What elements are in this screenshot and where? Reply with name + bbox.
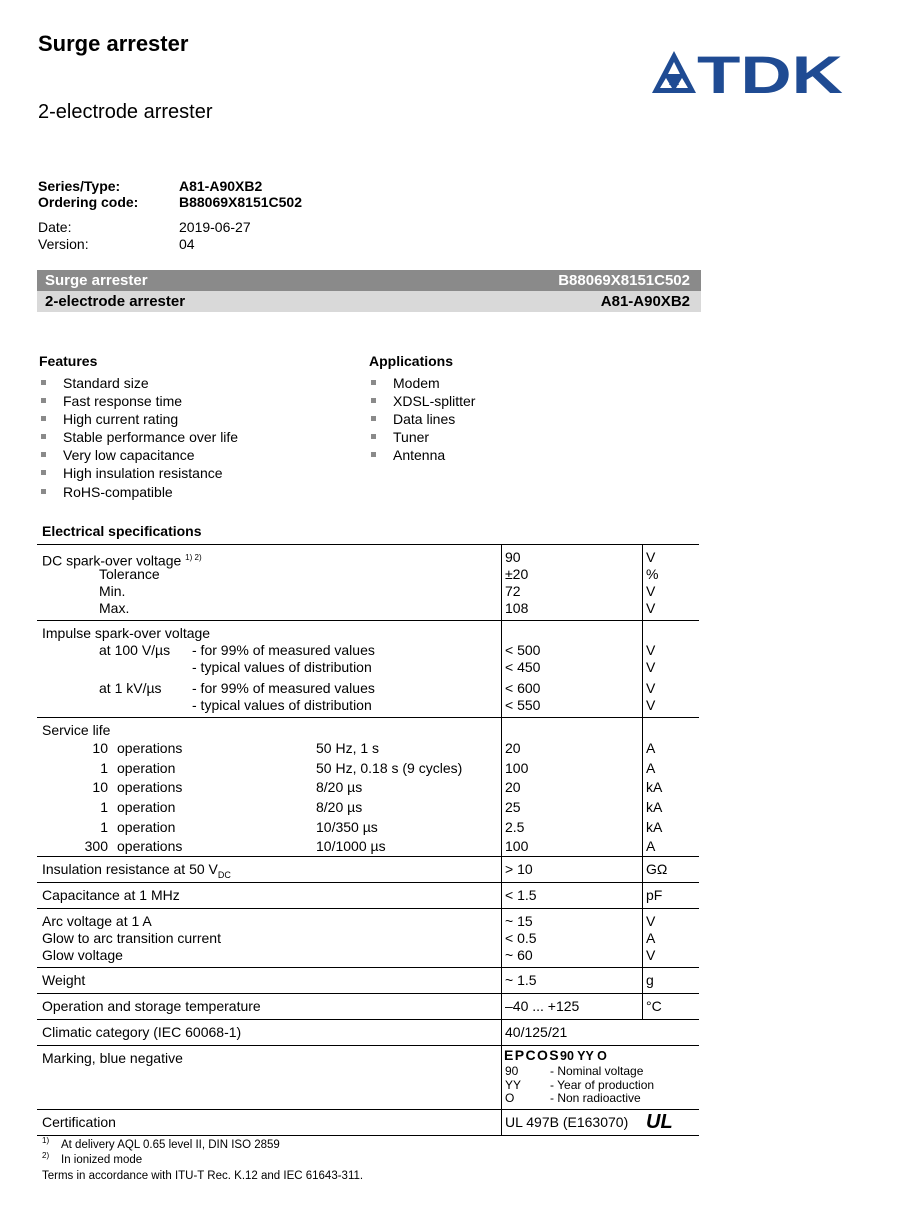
spec-unit: V [646, 549, 656, 565]
spec-unit: pF [646, 887, 663, 903]
table-rule [37, 967, 699, 968]
table-rule [37, 1109, 699, 1110]
page-subtitle: 2-electrode arrester [38, 101, 213, 123]
spec-unit: g [646, 972, 654, 988]
spec-label: Service life [42, 722, 111, 738]
spec-value: < 450 [505, 659, 541, 675]
spec-unit: V [646, 680, 656, 696]
service-condition: 10/350 µs [316, 819, 378, 835]
product-bar [37, 270, 701, 291]
spec-unit: kA [646, 819, 663, 835]
service-operation: operations [117, 779, 183, 795]
service-count: 1 [100, 760, 108, 776]
spec-unit: V [646, 697, 656, 713]
service-operation: operation [117, 819, 176, 835]
service-condition: 8/20 µs [316, 799, 363, 815]
spec-value: ~ 60 [505, 947, 533, 963]
marking-brand: EPCOS90 YY O [504, 1047, 607, 1063]
spec-label: Min. [99, 583, 126, 599]
service-operation: operation [117, 799, 176, 815]
list-item: Standard size [38, 374, 238, 392]
spec-description: - typical values of distribution [192, 697, 372, 713]
spec-unit: A [646, 740, 656, 756]
table-rule [37, 908, 699, 909]
specs-heading: Electrical specifications [42, 523, 202, 539]
spec-unit: A [646, 930, 656, 946]
list-item: Very low capacitance [38, 446, 238, 464]
service-operation: operations [117, 740, 183, 756]
spec-unit: kA [646, 779, 663, 795]
spec-value: ~ 1.5 [505, 972, 537, 988]
service-condition: 10/1000 µs [316, 838, 386, 854]
spec-label: Climatic category (IEC 60068-1) [42, 1024, 242, 1040]
spec-condition: at 100 V/µs [99, 642, 171, 658]
list-item: Stable performance over life [38, 428, 238, 446]
spec-unit: A [646, 760, 656, 776]
date-value: 2019-06-27 [179, 219, 251, 235]
spec-value: 72 [505, 583, 521, 599]
spec-value: 40/125/21 [505, 1024, 568, 1040]
footnote-ref: 1) 2) [185, 553, 202, 562]
spec-label: Glow voltage [42, 947, 123, 963]
service-condition: 8/20 µs [316, 779, 363, 795]
spec-unit: V [646, 600, 656, 616]
spec-label: DC spark-over voltage $^{1) 2)}$ [42, 552, 202, 569]
table-rule [642, 544, 643, 1019]
marking-desc: - Year of production [550, 1078, 655, 1092]
features-list [38, 374, 238, 501]
tdk-logo [651, 50, 845, 96]
service-count: 1 [100, 819, 108, 835]
list-item: Data lines [368, 410, 475, 428]
spec-label: Certification [42, 1114, 116, 1130]
features-heading: Features [39, 353, 98, 369]
spec-unit: GΩ [646, 861, 668, 877]
table-rule [37, 620, 699, 621]
type-bar [37, 291, 701, 312]
tdk-symbol-icon [652, 51, 696, 93]
applications-list [368, 374, 475, 464]
marking-key: O [505, 1091, 515, 1105]
spec-condition: at 1 kV/µs [99, 680, 162, 696]
service-count: 10 [92, 779, 108, 795]
list-item: Tuner [368, 428, 475, 446]
spec-unit: V [646, 583, 656, 599]
spec-value: < 0.5 [505, 930, 537, 946]
spec-label: Insulation resistance at 50 $V_{DC}$ [42, 861, 231, 880]
spec-value: ~ 15 [505, 913, 533, 929]
footnote-2: In ionized mode [61, 1154, 143, 1166]
spec-unit: % [646, 566, 659, 582]
table-rule [37, 544, 699, 545]
list-item: Antenna [368, 446, 475, 464]
spec-description: - for 99% of measured values [192, 642, 375, 658]
spec-value: 108 [505, 600, 529, 616]
table-rule [37, 1045, 699, 1046]
spec-value: < 550 [505, 697, 541, 713]
service-condition: 50 Hz, 0.18 s (9 cycles) [316, 760, 463, 776]
service-operation: operations [117, 838, 183, 854]
spec-value: 20 [505, 779, 521, 795]
spec-unit: V [646, 659, 656, 675]
list-item: Modem [368, 374, 475, 392]
spec-label: Impulse spark-over voltage [42, 625, 211, 641]
spec-value: 2.5 [505, 819, 525, 835]
spec-value: UL 497B (E163070) [505, 1114, 629, 1130]
spec-value: < 600 [505, 680, 541, 696]
marking-key: YY [505, 1078, 522, 1092]
spec-unit: °C [646, 998, 662, 1014]
product-bar-code: B88069X8151C502 [558, 272, 690, 289]
spec-label: Marking, blue negative [42, 1050, 183, 1066]
spec-label: Capacitance at 1 MHz [42, 887, 180, 903]
ordering-value: B88069X8151C502 [179, 194, 302, 210]
tdk-wordmark: TDK [697, 50, 843, 96]
series-label: Series/Type: [38, 178, 121, 194]
footnote-mark: 1) [42, 1136, 50, 1145]
spec-value: 100 [505, 838, 529, 854]
spec-unit: A [646, 838, 656, 854]
type-bar-name: 2-electrode arrester [45, 293, 186, 310]
page-title: Surge arrester [38, 31, 189, 56]
marking-desc: - Non radioactive [550, 1091, 641, 1105]
marking-key: 90 [505, 1064, 519, 1078]
service-count: 300 [84, 838, 108, 854]
spec-label: Operation and storage temperature [42, 998, 261, 1014]
marking-desc: - Nominal voltage [550, 1064, 644, 1078]
list-item: Fast response time [38, 392, 238, 410]
spec-value: < 500 [505, 642, 541, 658]
spec-value: ±20 [505, 566, 529, 582]
spec-unit: kA [646, 799, 663, 815]
spec-value: –40 ... +125 [505, 998, 580, 1014]
list-item: RoHS-compatible [38, 483, 238, 501]
spec-unit: V [646, 947, 656, 963]
spec-description: - for 99% of measured values [192, 680, 375, 696]
spec-label: Weight [42, 972, 86, 988]
spec-unit: V [646, 913, 656, 929]
version-label: Version: [38, 236, 89, 252]
service-count: 1 [100, 799, 108, 815]
spec-description: - typical values of distribution [192, 659, 372, 675]
type-bar-code: A81-A90XB2 [600, 293, 690, 310]
spec-value: 90 [505, 549, 521, 565]
footnote-1: At delivery AQL 0.65 level II, DIN ISO 2859 [61, 1139, 280, 1151]
spec-label: Arc voltage at 1 A [42, 913, 152, 929]
spec-label: Max. [99, 600, 130, 616]
spec-unit: V [646, 642, 656, 658]
date-label: Date: [38, 219, 72, 235]
series-value: A81-A90XB2 [179, 178, 263, 194]
footnote-mark: 2) [42, 1151, 50, 1160]
table-rule [37, 993, 699, 994]
table-rule [37, 717, 699, 718]
spec-label: Tolerance [99, 566, 160, 582]
spec-value: 100 [505, 760, 529, 776]
table-rule [37, 1019, 699, 1020]
table-rule [501, 544, 502, 1135]
applications-heading: Applications [369, 353, 454, 369]
product-bar-name: Surge arrester [45, 272, 148, 289]
ordering-label: Ordering code: [38, 194, 139, 210]
service-condition: 50 Hz, 1 s [316, 740, 380, 756]
spec-value: < 1.5 [505, 887, 537, 903]
svg-text:UL: UL [646, 1111, 673, 1132]
list-item: High insulation resistance [38, 464, 238, 482]
version-value: 04 [179, 236, 195, 252]
spec-value: 25 [505, 799, 521, 815]
table-rule [37, 856, 699, 857]
spec-label: Glow to arc transition current [42, 930, 221, 946]
spec-value: 20 [505, 740, 521, 756]
terms-note: Terms in accordance with ITU-T Rec. K.12 and IEC 61643-311. [42, 1170, 364, 1182]
ul-mark-icon [646, 1110, 676, 1132]
service-operation: operation [117, 760, 176, 776]
list-item: High current rating [38, 410, 238, 428]
table-rule [37, 1135, 699, 1136]
service-count: 10 [92, 740, 108, 756]
list-item: XDSL-splitter [368, 392, 475, 410]
spec-value: > 10 [505, 861, 533, 877]
